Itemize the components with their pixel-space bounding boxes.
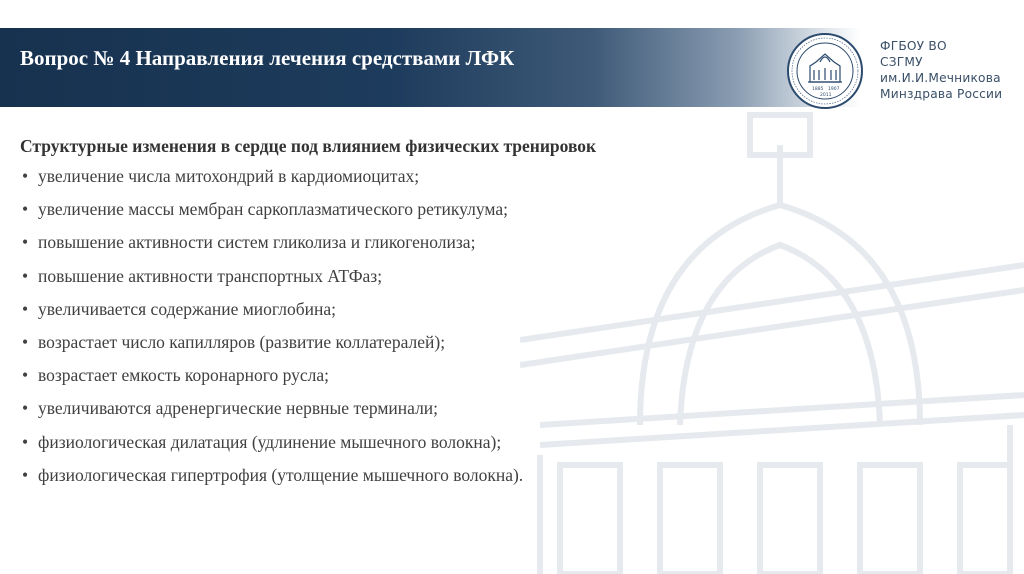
list-item-text: увеличение массы мембран саркоплазматического ретикулума; [38, 199, 508, 220]
list-item-text: возрастает число капилляров (развитие коллатералей); [38, 331, 446, 352]
list-item [20, 365, 780, 398]
list-item [20, 332, 780, 365]
university-seal-logo [786, 32, 864, 110]
seal-year-1: 1885 [812, 87, 824, 92]
list-item [20, 166, 780, 199]
list-item [20, 199, 780, 232]
org-line-4: Минздрава России [880, 87, 1003, 101]
bullet-icon: • [22, 199, 29, 220]
list-item [20, 465, 780, 498]
list-item-text: увеличение числа митохондрий в кардиомиоцитах; [38, 166, 420, 186]
list-item-text: физиологическая дилатация (удлинение мышечного волокна); [38, 431, 502, 452]
slide-content [20, 136, 780, 498]
bullet-icon: • [22, 365, 29, 386]
organization-name [880, 38, 1002, 102]
org-line-2: СЗГМУ [880, 55, 923, 69]
slide-title: Вопрос № 4 Направления лечения средствами ЛФК [20, 46, 515, 70]
list-item-text: увеличиваются адренергические нервные терминали; [38, 398, 439, 419]
bullet-icon: • [22, 398, 29, 419]
content-heading: Структурные изменения в сердце под влиянием физических тренировок [20, 136, 597, 156]
seal-year-3: 2011 [820, 93, 832, 98]
org-line-3: им.И.И.Мечникова [880, 71, 1001, 85]
bullet-list [20, 166, 780, 498]
org-line-1: ФГБОУ ВО [880, 39, 947, 53]
list-item [20, 398, 780, 431]
bullet-icon: • [22, 431, 29, 452]
top-margin [0, 0, 1024, 28]
bullet-icon: • [22, 265, 29, 286]
list-item [20, 266, 780, 299]
list-item-text: возрастает емкость коронарного русла; [38, 365, 330, 386]
list-item [20, 232, 780, 265]
bullet-icon: • [22, 331, 29, 352]
bullet-icon: • [22, 166, 29, 186]
seal-year-2: 1907 [828, 87, 840, 92]
list-item [20, 432, 780, 465]
bullet-icon: • [22, 298, 29, 319]
bullet-icon: • [22, 232, 29, 253]
list-item-text: физиологическая гипертрофия (утолщение мышечного волокна). [38, 464, 524, 485]
list-item-text: увеличивается содержание миоглобина; [38, 298, 336, 319]
list-item [20, 299, 780, 332]
list-item-text: повышение активности систем гликолиза и гликогенолиза; [38, 232, 476, 253]
bullet-icon: • [22, 464, 29, 485]
list-item-text: повышение активности транспортных АТФаз; [38, 265, 383, 286]
